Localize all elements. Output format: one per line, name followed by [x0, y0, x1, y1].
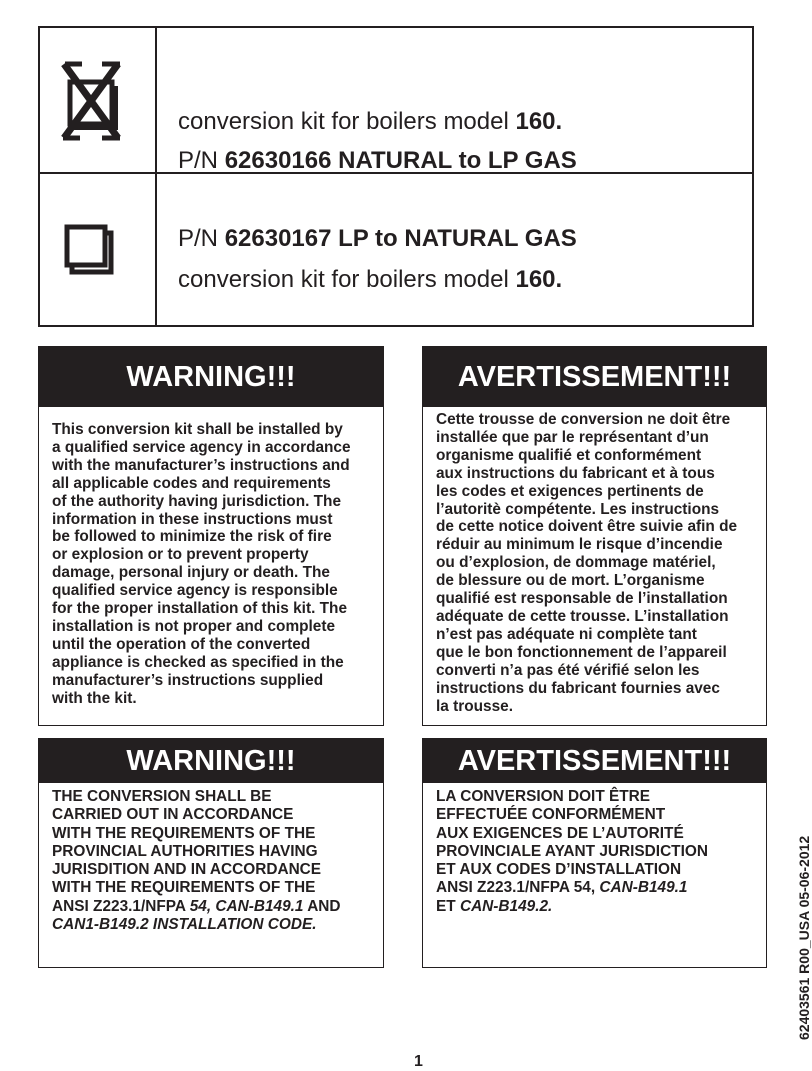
text-line: n’est pas adéquate ni complète tant	[436, 625, 697, 643]
panel-lines	[436, 788, 753, 879]
text-line: ET AUX CODES D’INSTALLATION	[436, 861, 682, 879]
text-line: CARRIED OUT IN ACCORDANCE	[52, 806, 294, 824]
standards-line: ANSI Z223.1/NFPA 54, CAN-B149.1	[436, 879, 688, 897]
text-line: appliance is checked as specified in the	[52, 653, 344, 671]
text-line: installation is not proper and complete	[52, 617, 336, 635]
text-line: instructions du fabricant fournies avec	[436, 679, 720, 697]
warning-panel-codes	[38, 738, 384, 968]
panel-header: WARNING!!!	[39, 347, 383, 407]
checked-checkbox-icon[interactable]	[62, 62, 122, 140]
panel-header: AVERTISSEMENT!!!	[423, 739, 766, 783]
kit-row-lp-to-natural	[40, 174, 752, 325]
text-line: l’autoritè compétente. Les instructions	[436, 500, 720, 518]
panel-lines	[52, 788, 370, 898]
text-line: AUX EXIGENCES DE L’AUTORITÉ	[436, 824, 684, 842]
text-line: WITH THE REQUIREMENTS OF THE	[52, 879, 316, 897]
text-line: que le bon fonctionnement de l’appareil	[436, 643, 727, 661]
text-line: ou d’explosion, de dommage matériel,	[436, 554, 716, 572]
text-line: all applicable codes and requirements	[52, 474, 331, 492]
avertissement-panel-installation	[422, 346, 767, 726]
text-line: PROVINCIALE AYANT JURISDICTION	[436, 842, 708, 860]
text-line: qualifié est responsable de l’installation	[436, 590, 728, 608]
text-line: This conversion kit shall be installed by	[52, 421, 343, 438]
text-line: PROVINCIAL AUTHORITIES HAVING	[52, 842, 318, 860]
text-line: for the proper installation of this kit. The	[52, 600, 347, 618]
text-line: THE CONVERSION SHALL BE	[52, 788, 272, 805]
text-line: la trousse.	[436, 697, 513, 715]
text-line: les codes et exigences pertinents de	[436, 482, 704, 500]
document-code: 62403561 R00_USA 05-06-2012	[796, 835, 812, 1040]
installation-code-line: ET CAN-B149.2.	[436, 897, 553, 915]
kit-selection-table	[38, 26, 754, 327]
panel-body	[39, 407, 383, 708]
text-line: manufacturer’s instructions supplied	[52, 671, 324, 689]
text-line: or explosion or to prevent property	[52, 546, 309, 564]
standards-line: ANSI Z223.1/NFPA 54, CAN-B149.1 AND	[52, 897, 341, 915]
panel-body	[423, 407, 766, 715]
warning-panel-installation	[38, 346, 384, 726]
panel-header: AVERTISSEMENT!!!	[423, 347, 766, 407]
text-line: aux instructions du fabricant et à tous	[436, 464, 715, 482]
avertissement-panel-codes	[422, 738, 767, 968]
text-line: EFFECTUÉE CONFORMÉMENT	[436, 806, 666, 824]
kit-description-line: conversion kit for boilers model 160.	[178, 266, 563, 293]
kit-part-number: P/N 62630167 LP to NATURAL GAS	[178, 225, 577, 252]
text-line: adéquate de cette trousse. L’installation	[436, 607, 729, 625]
text-line: WITH THE REQUIREMENTS OF THE	[52, 824, 316, 842]
panel-body	[39, 783, 383, 934]
panel-header: WARNING!!!	[39, 739, 383, 783]
text-line: damage, personal injury or death. The	[52, 564, 330, 582]
text-line: réduir au minimum le risque d’incendie	[436, 536, 723, 554]
text-line: installée que par le représentant d’un	[436, 428, 709, 446]
text-line: with the kit.	[52, 689, 137, 707]
text-line: information in these instructions must	[52, 510, 333, 528]
text-line: with the manufacturer’s instructions and	[52, 456, 350, 474]
empty-checkbox-icon[interactable]	[64, 224, 116, 276]
panel-body	[423, 783, 766, 916]
text-line: of the authority having jurisdiction. The	[52, 492, 342, 510]
text-line: a qualified service agency in accordance	[52, 438, 351, 456]
kit-part-number: P/N 62630166 NATURAL to LP GAS	[178, 147, 577, 174]
kit-description-line: conversion kit for boilers model 160.	[178, 108, 563, 135]
text-line: be followed to minimize the risk of fire	[52, 528, 332, 546]
text-line: organisme qualifié et conformément	[436, 446, 702, 464]
text-line: converti n’a pas été vérifié selon les	[436, 661, 700, 679]
kit-row-natural-to-lp	[40, 28, 752, 174]
text-line: JURISDITION AND IN ACCORDANCE	[52, 861, 322, 879]
installation-code-line: CAN1-B149.2 INSTALLATION CODE.	[52, 916, 317, 934]
text-line: LA CONVERSION DOIT ÊTRE	[436, 788, 651, 805]
page-number: 1	[414, 1053, 423, 1070]
text-line: de blessure ou de mort. L’organisme	[436, 572, 705, 590]
text-line: until the operation of the converted	[52, 635, 311, 653]
text-line: de cette notice doivent être suivie afin de	[436, 518, 738, 536]
text-line: Cette trousse de conversion ne doit être	[436, 411, 731, 428]
text-line: qualified service agency is responsible	[52, 582, 338, 600]
